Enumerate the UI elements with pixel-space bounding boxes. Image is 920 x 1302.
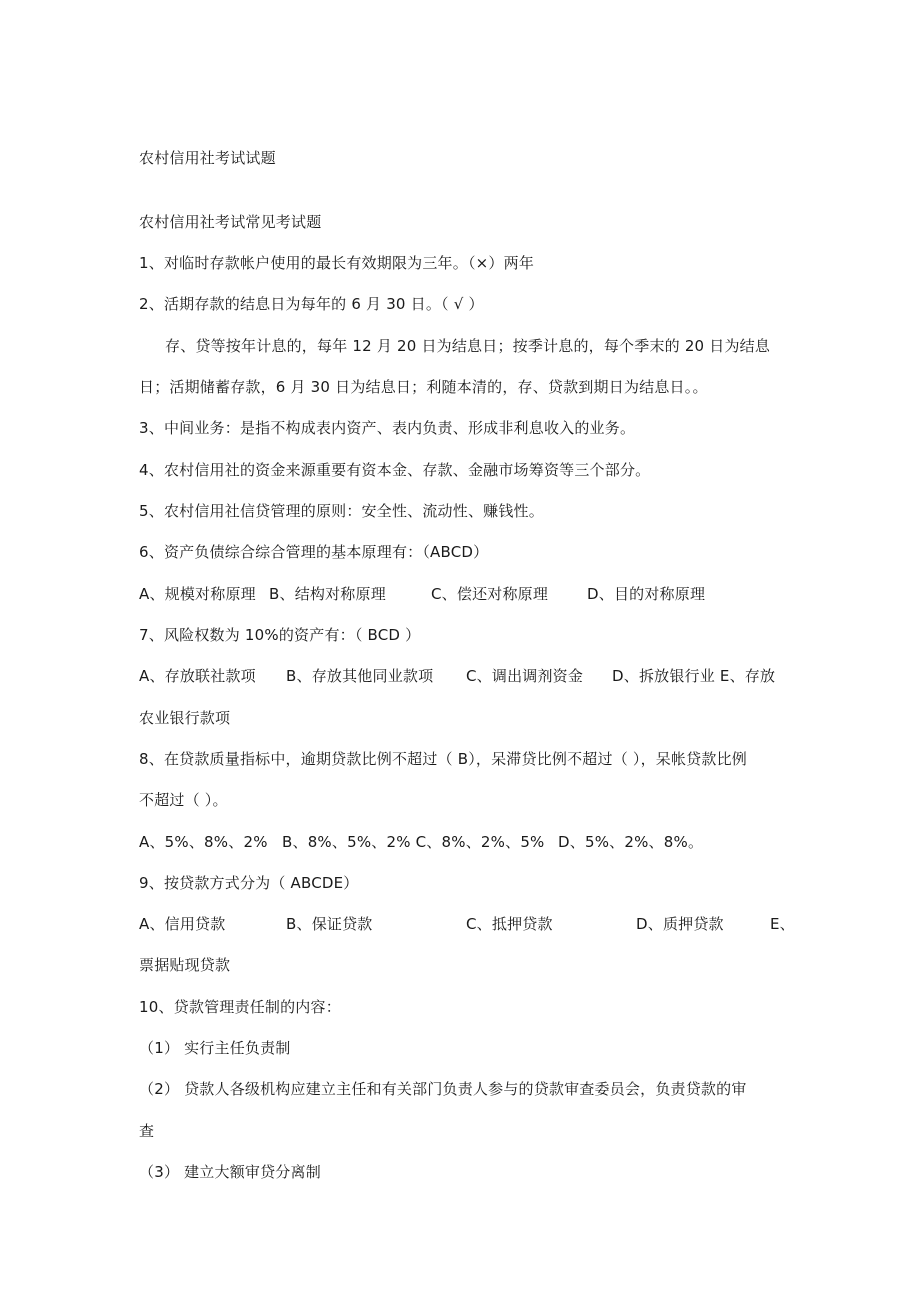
question-10-item-3: （3） 建立大额审贷分离制 [139, 1163, 321, 1181]
question-9-options [139, 914, 799, 934]
question-2: 2、活期存款的结息日为每年的 6 月 30 日。（ √ ） [139, 295, 484, 313]
option-c: C、偿还对称原理 [431, 585, 549, 603]
question-8-cont: 不超过（ ）。 [139, 791, 228, 809]
question-7-options [139, 666, 799, 686]
option-a: A、规模对称原理 [139, 585, 256, 603]
question-6-options [139, 584, 799, 604]
question-8-options [139, 832, 799, 852]
option-b: B、存放其他同业款项 [286, 667, 434, 685]
option-d: D、5%、2%、8%。 [558, 833, 704, 851]
question-5: 5、农村信用社信贷管理的原则：安全性、流动性、赚钱性。 [139, 502, 544, 520]
question-2-note-cont: 日；活期储蓄存款，6 月 30 日为结息日；利随本清的，存、贷款到期日为结息日。。 [139, 378, 708, 396]
question-1: 1、对临时存款帐户使用的最长有效期限为三年。（×）两年 [139, 254, 535, 272]
option-e: E、 [770, 915, 795, 933]
document-title: 农村信用社考试试题 [139, 149, 276, 167]
question-7: 7、风险权数为 10%的资产有：（ BCD ） [139, 626, 421, 644]
question-8: 8、在贷款质量指标中，逾期贷款比例不超过（ B），呆滞贷比例不超过（ ），呆帐贷款比例 [139, 750, 747, 768]
option-c: C、调出调剂资金 [466, 667, 584, 685]
option-a: A、信用贷款 [139, 915, 226, 933]
question-10-item-2: （2） 贷款人各级机构应建立主任和有关部门负责人参与的贷款审查委员会，负责贷款的审 [139, 1080, 747, 1098]
question-4: 4、农村信用社的资金来源重要有资本金、存款、金融市场筹资等三个部分。 [139, 461, 651, 479]
option-b-c: B、8%、5%、2% C、8%、2%、5% [282, 833, 545, 851]
option-a: A、5%、8%、2% [139, 833, 268, 851]
option-d: D、目的对称原理 [587, 585, 706, 603]
question-10-item-2-cont: 查 [139, 1122, 155, 1140]
question-2-note: 存、贷等按年计息的，每年 12 月 20 日为结息日；按季计息的，每个季末的 20 日为结息 [165, 337, 771, 355]
question-9: 9、按贷款方式分为（ ABCDE） [139, 874, 359, 892]
option-d: D、质押贷款 [636, 915, 724, 933]
option-b: B、保证贷款 [286, 915, 373, 933]
option-d: D、拆放银行业 E、存放 [612, 667, 776, 685]
question-9-options-cont: 票据贴现贷款 [139, 956, 231, 974]
question-6: 6、资产负债综合综合管理的基本原理有：（ABCD） [139, 543, 489, 561]
question-10-item-1: （1） 实行主任负责制 [139, 1039, 291, 1057]
option-c: C、抵押贷款 [466, 915, 553, 933]
option-a: A、存放联社款项 [139, 667, 256, 685]
option-b: B、结构对称原理 [269, 585, 386, 603]
question-3: 3、中间业务：是指不构成表内资产、表内负责、形成非利息收入的业务。 [139, 419, 636, 437]
question-7-options-cont: 农业银行款项 [139, 709, 231, 727]
question-10: 10、贷款管理责任制的内容： [139, 998, 341, 1016]
document-subtitle: 农村信用社考试常见考试题 [139, 213, 322, 231]
